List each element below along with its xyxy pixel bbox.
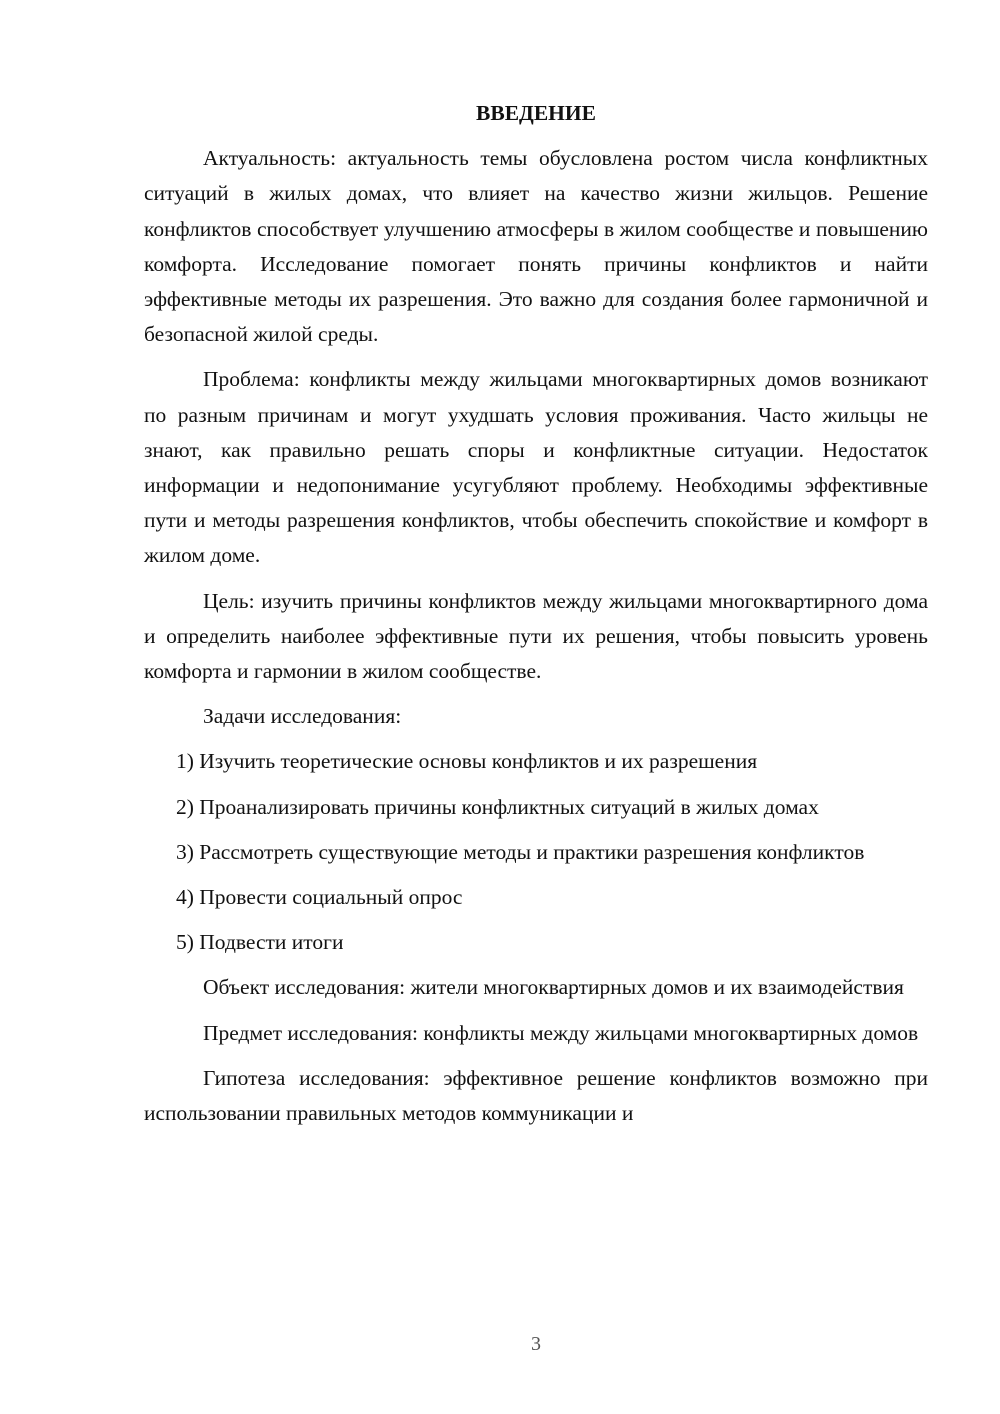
section-title: ВВЕДЕНИЕ [476, 101, 596, 125]
task-item-1: 1) Изучить теоретические основы конфликтов и их разрешения [176, 749, 758, 774]
paragraph-object: Объект исследования: жители многоквартирных домов и их взаимодействия [203, 975, 904, 1000]
paragraph-subject: Предмет исследования: конфликты между жильцами многоквартирных домов [203, 1020, 919, 1045]
paragraph-problem: Проблема: конфликты между жильцами многоквартирных домов возникают по разным причинам и могут ухудшать условия проживания. Часто жильцы не знают, как правильно решать споры и конфликтные ситуации. Недостаток информации и недопонимание усугубляют проблему. Необходимы эффективные пути и методы разрешения конфликтов, чтобы обеспечить спокойствие и комфорт в жилом доме. [144, 367, 928, 568]
paragraph-hypothesis: Гипотеза исследования: эффективное решение конфликтов возможно при использовании правильных методов коммуникации и [144, 1065, 928, 1126]
paragraph-goal: Цель: изучить причины конфликтов между жильцами многоквартирного дома и определить наиболее эффективные пути их решения, чтобы повысить уровень комфорта и гармонии в жилом сообществе. [144, 588, 928, 684]
paragraph-relevance: Актуальность: актуальность темы обусловлена ростом числа конфликтных ситуаций в жилых домах, что влияет на качество жизни жильцов. Решение конфликтов способствует улучшению атмосферы в жилом сообществе и повышению комфорта. Исследование помогает понять причины конфликтов и найти эффективные методы их разрешения. Это важно для создания более гармоничной и безопасной жилой среды. [144, 146, 928, 347]
page-number: 3 [531, 1333, 541, 1355]
task-item-3: 3) Рассмотреть существующие методы и практики разрешения конфликтов [176, 839, 865, 864]
tasks-heading: Задачи исследования: [203, 704, 402, 729]
task-item-4: 4) Провести социальный опрос [176, 885, 463, 910]
document-body [144, 96, 928, 1141]
task-item-2: 2) Проанализировать причины конфликтных ситуаций в жилых домах [176, 794, 819, 819]
task-item-5: 5) Подвести итоги [176, 930, 344, 955]
